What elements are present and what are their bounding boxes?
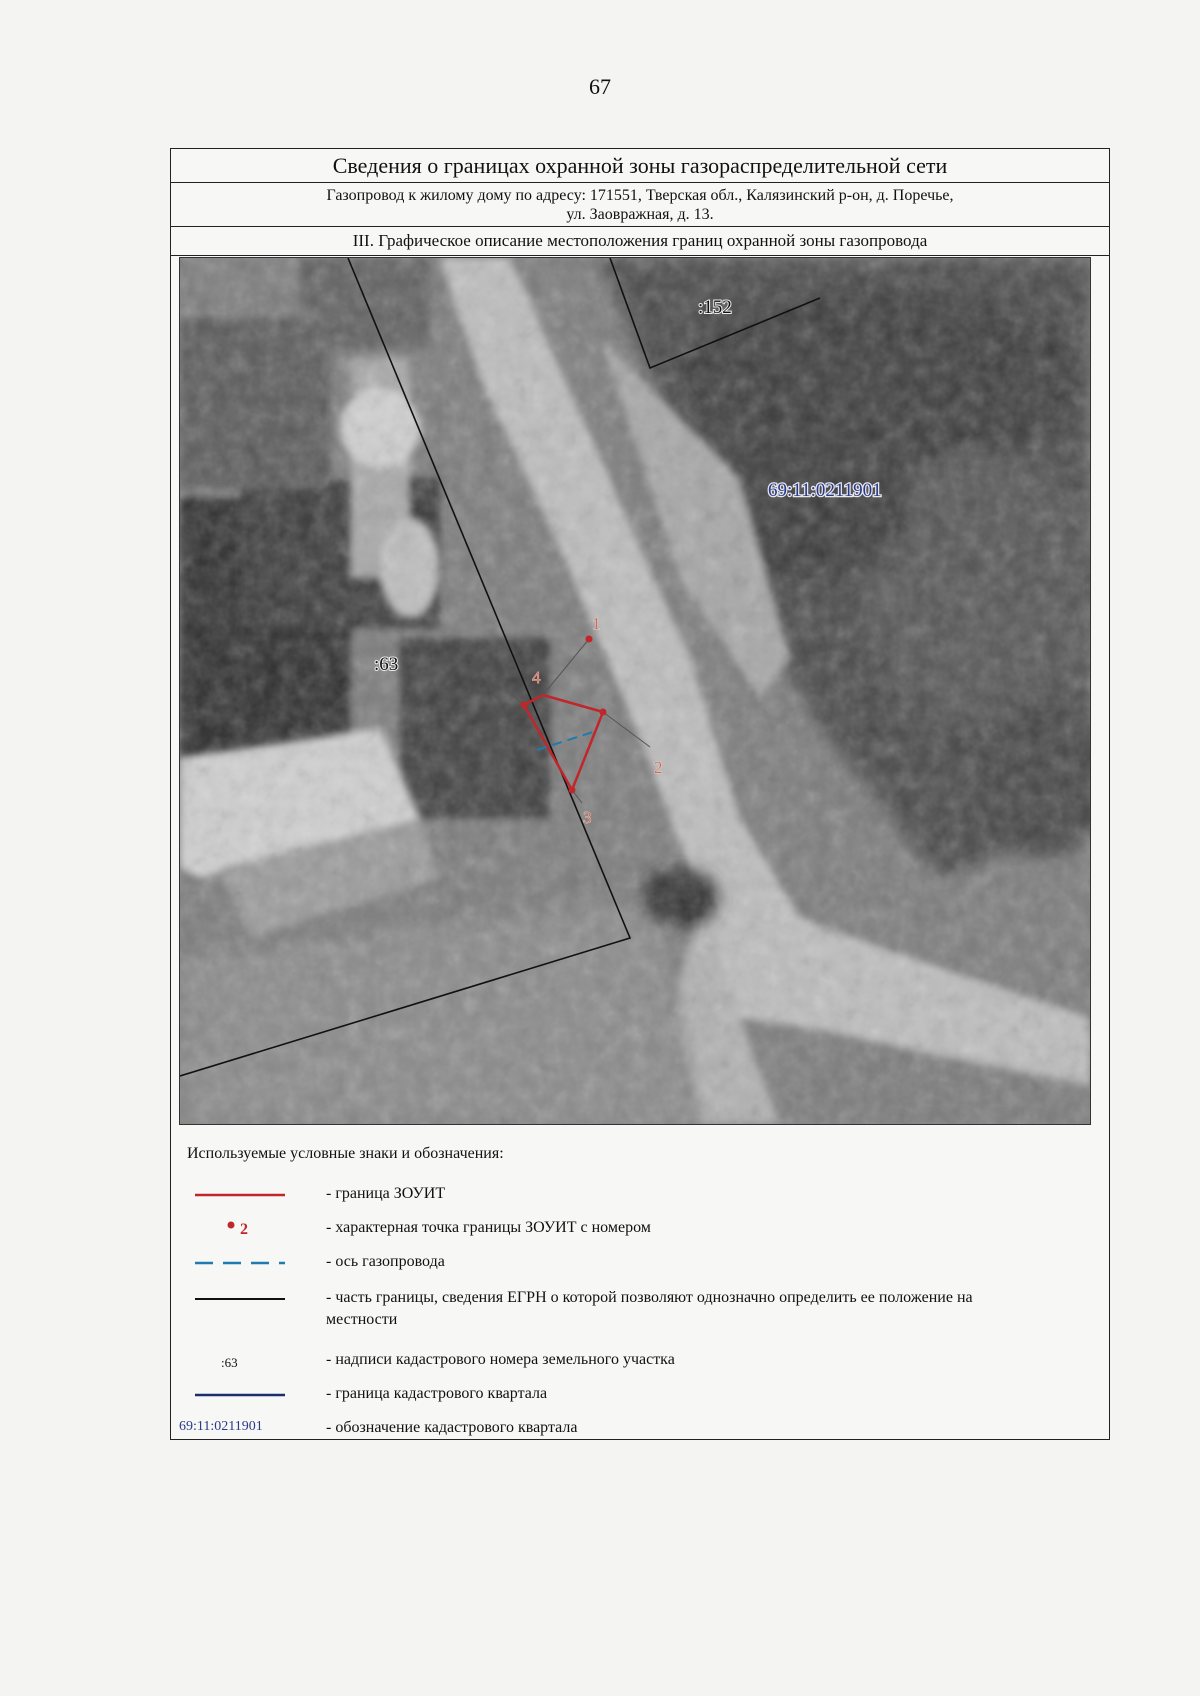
object-address-line2: ул. Заовражная, д. 13. <box>566 206 714 223</box>
legend-text-boundary-point: - характерная точка границы ЗОУИТ с номером <box>326 1219 651 1236</box>
boundary-point-4 <box>521 702 528 709</box>
boundary-point-2 <box>600 709 607 716</box>
quarter-label-sample: 69:11:0211901 <box>179 1419 263 1434</box>
legend-text-gas-axis: - ось газопровода <box>326 1253 445 1270</box>
cadastral-sheet <box>170 148 1110 1440</box>
object-address <box>171 183 1109 227</box>
map-canvas <box>180 258 1090 1124</box>
point-label-2: 2 <box>654 758 663 777</box>
boundary-point-3 <box>569 787 576 794</box>
object-address-line1: Газопровод к жилому дому по адресу: 171551, Тверская обл., Калязинский р-он, д. Поречье, <box>326 187 954 204</box>
page-number: 67 <box>589 74 611 99</box>
red-line-icon <box>185 1183 295 1207</box>
point-label-1: 1 <box>592 614 601 633</box>
legend-text-parcel-label: - надписи кадастрового номера земельного участка <box>326 1351 675 1368</box>
point-label-4: 4 <box>532 668 541 687</box>
point-label-3: 3 <box>583 808 592 827</box>
legend-text-quarter-label: - обозначение кадастрового квартала <box>326 1419 578 1436</box>
aerial-photo <box>180 258 1090 1124</box>
aerial-map <box>179 257 1091 1125</box>
sheet-title: Сведения о границах охранной зоны газораспределительной сети <box>171 149 1109 183</box>
parcel-label-sample: :63 <box>221 1355 238 1370</box>
red-point-icon <box>185 1217 295 1241</box>
parcel-label-152: :152 <box>698 297 732 318</box>
cadastral-quarter-label: 69:11:0211901 <box>768 480 882 501</box>
boundary-point-1 <box>586 636 593 643</box>
legend-title: Используемые условные знаки и обозначения: <box>187 1145 504 1162</box>
legend-text-quarter-boundary: - граница кадастрового квартала <box>326 1385 548 1402</box>
legend-text-egrn-boundary: - часть границы, сведения ЕГРН о которой позволяют однозначно определить ее положение на местности <box>326 1289 973 1328</box>
legend-text-zouit-boundary: - граница ЗОУИТ <box>326 1185 446 1202</box>
parcel-label-63: :63 <box>374 654 399 675</box>
legend-point-number: 2 <box>240 1221 248 1238</box>
blue-dash-icon <box>185 1251 295 1275</box>
black-line-icon <box>185 1287 295 1311</box>
section-heading: III. Графическое описание местоположения границ охранной зоны газопровода <box>171 227 1109 256</box>
navy-line-icon <box>185 1383 295 1407</box>
